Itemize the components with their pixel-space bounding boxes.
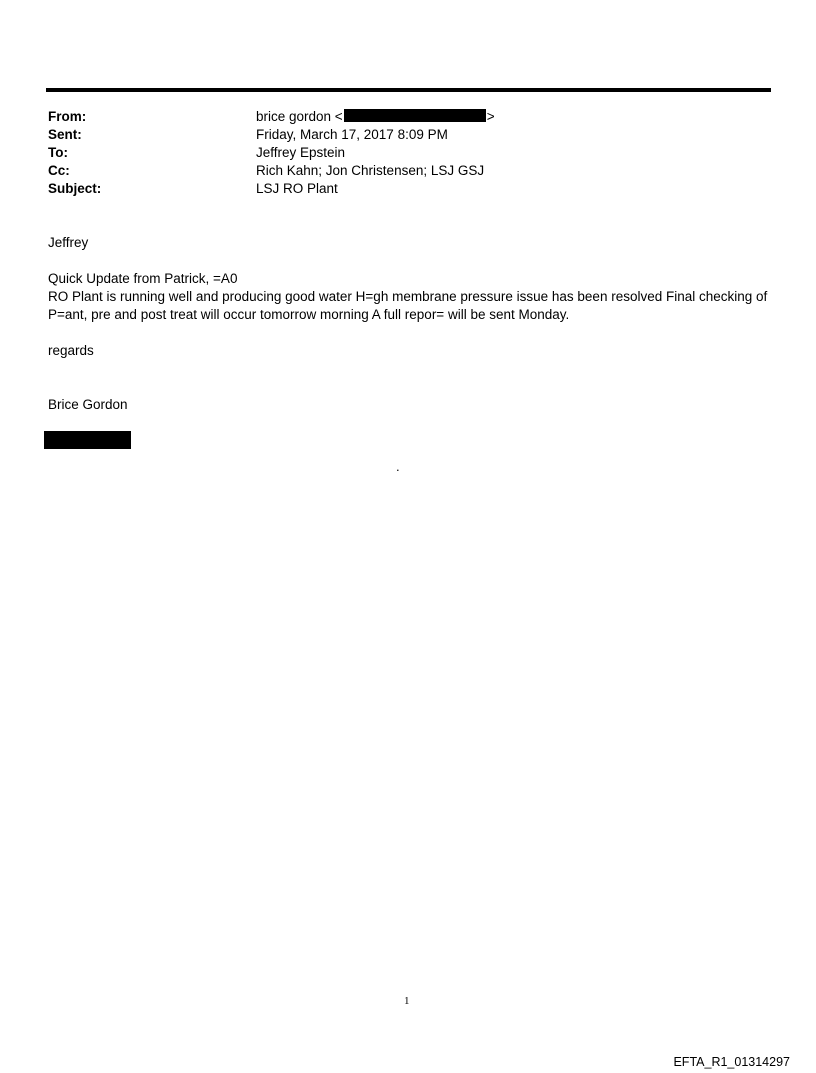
body-line-2: RO Plant is running well and producing good water H=gh membrane pressure issue has been resolved Final checking of [48, 289, 768, 304]
redacted-email [344, 109, 486, 122]
greeting: Jeffrey [48, 235, 89, 250]
from-label: From: [48, 109, 87, 124]
from-name: brice gordon < [256, 109, 343, 124]
stray-mark: . [396, 459, 400, 474]
to-label: To: [48, 145, 68, 160]
body-line-3: P=ant, pre and post treat will occur tomorrow morning A full repor= will be sent Monday. [48, 307, 570, 322]
subject-label: Subject: [48, 181, 102, 196]
from-bracket-close: > [486, 109, 495, 124]
cc-label: Cc: [48, 163, 70, 178]
page-number: 1 [404, 995, 410, 1007]
closing: regards [48, 343, 94, 358]
sent-label: Sent: [48, 127, 82, 142]
sent-value: Friday, March 17, 2017 8:09 PM [256, 127, 448, 142]
subject-value: LSJ RO Plant [256, 181, 338, 196]
body-line-1: Quick Update from Patrick, =A0 [48, 271, 238, 286]
from-value [256, 108, 495, 126]
redaction-block [44, 431, 131, 449]
cc-value: Rich Kahn; Jon Christensen; LSJ GSJ [256, 163, 485, 178]
document-id: EFTA_R1_01314297 [673, 1055, 790, 1069]
header-rule [46, 88, 771, 92]
signature: Brice Gordon [48, 397, 128, 412]
to-value: Jeffrey Epstein [256, 145, 346, 160]
